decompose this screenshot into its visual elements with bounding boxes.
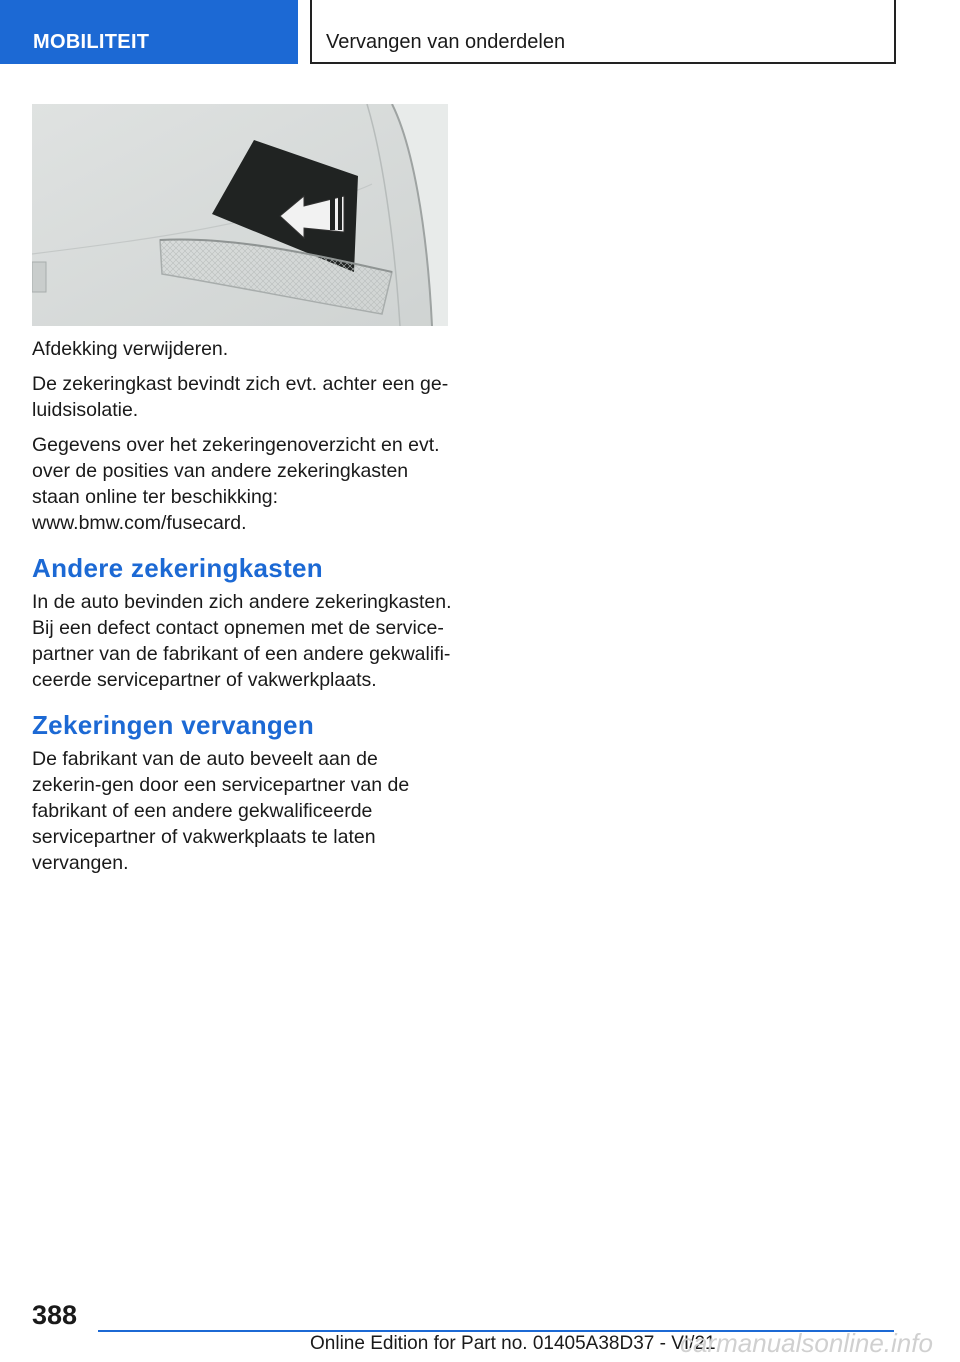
fuse-box-cover-illustration (32, 104, 448, 326)
chapter-tab: MOBILITEIT (0, 0, 298, 64)
illustration-svg (32, 104, 448, 326)
paragraph-replace-fuses: De fabrikant van de auto beveelt aan de zekerin-gen door een servicepartner van de fabrikant of een andere gekwalificeerde servicepartner of vakwerkplaats te laten vervangen. (32, 748, 410, 874)
paragraph-other-fuse-boxes: In de auto bevinden zich andere zekeringkasten. Bij een defect contact opnemen met de service-partner van de fabrikant of een andere gekwalifi-ceerde servicepartner of vakwerkplaats. (32, 591, 452, 691)
figure-caption: Afdekking verwijderen. (32, 338, 229, 360)
paragraph-fuse-box-location: De zekeringkast bevindt zich evt. achter een ge-luidsisolatie. (32, 373, 449, 421)
heading-other-fuse-boxes: Andere zekeringkasten (32, 553, 323, 583)
heading-replace-fuses: Zekeringen vervangen (32, 710, 314, 740)
main-content (32, 336, 452, 885)
footer-edition: Online Edition for Part no. 01405A38D37 - VI/21 (310, 1333, 716, 1354)
watermark: carmanualsonline.info (680, 1328, 933, 1358)
paragraph-fuse-overview: Gegevens over het zekeringenoverzicht en evt. over de posities van andere zekeringkasten staan online ter beschikking: www.bmw.com/fusecard. (32, 434, 440, 534)
section-title: Vervangen van onderdelen (310, 0, 896, 64)
page-number: 388 (32, 1300, 78, 1330)
